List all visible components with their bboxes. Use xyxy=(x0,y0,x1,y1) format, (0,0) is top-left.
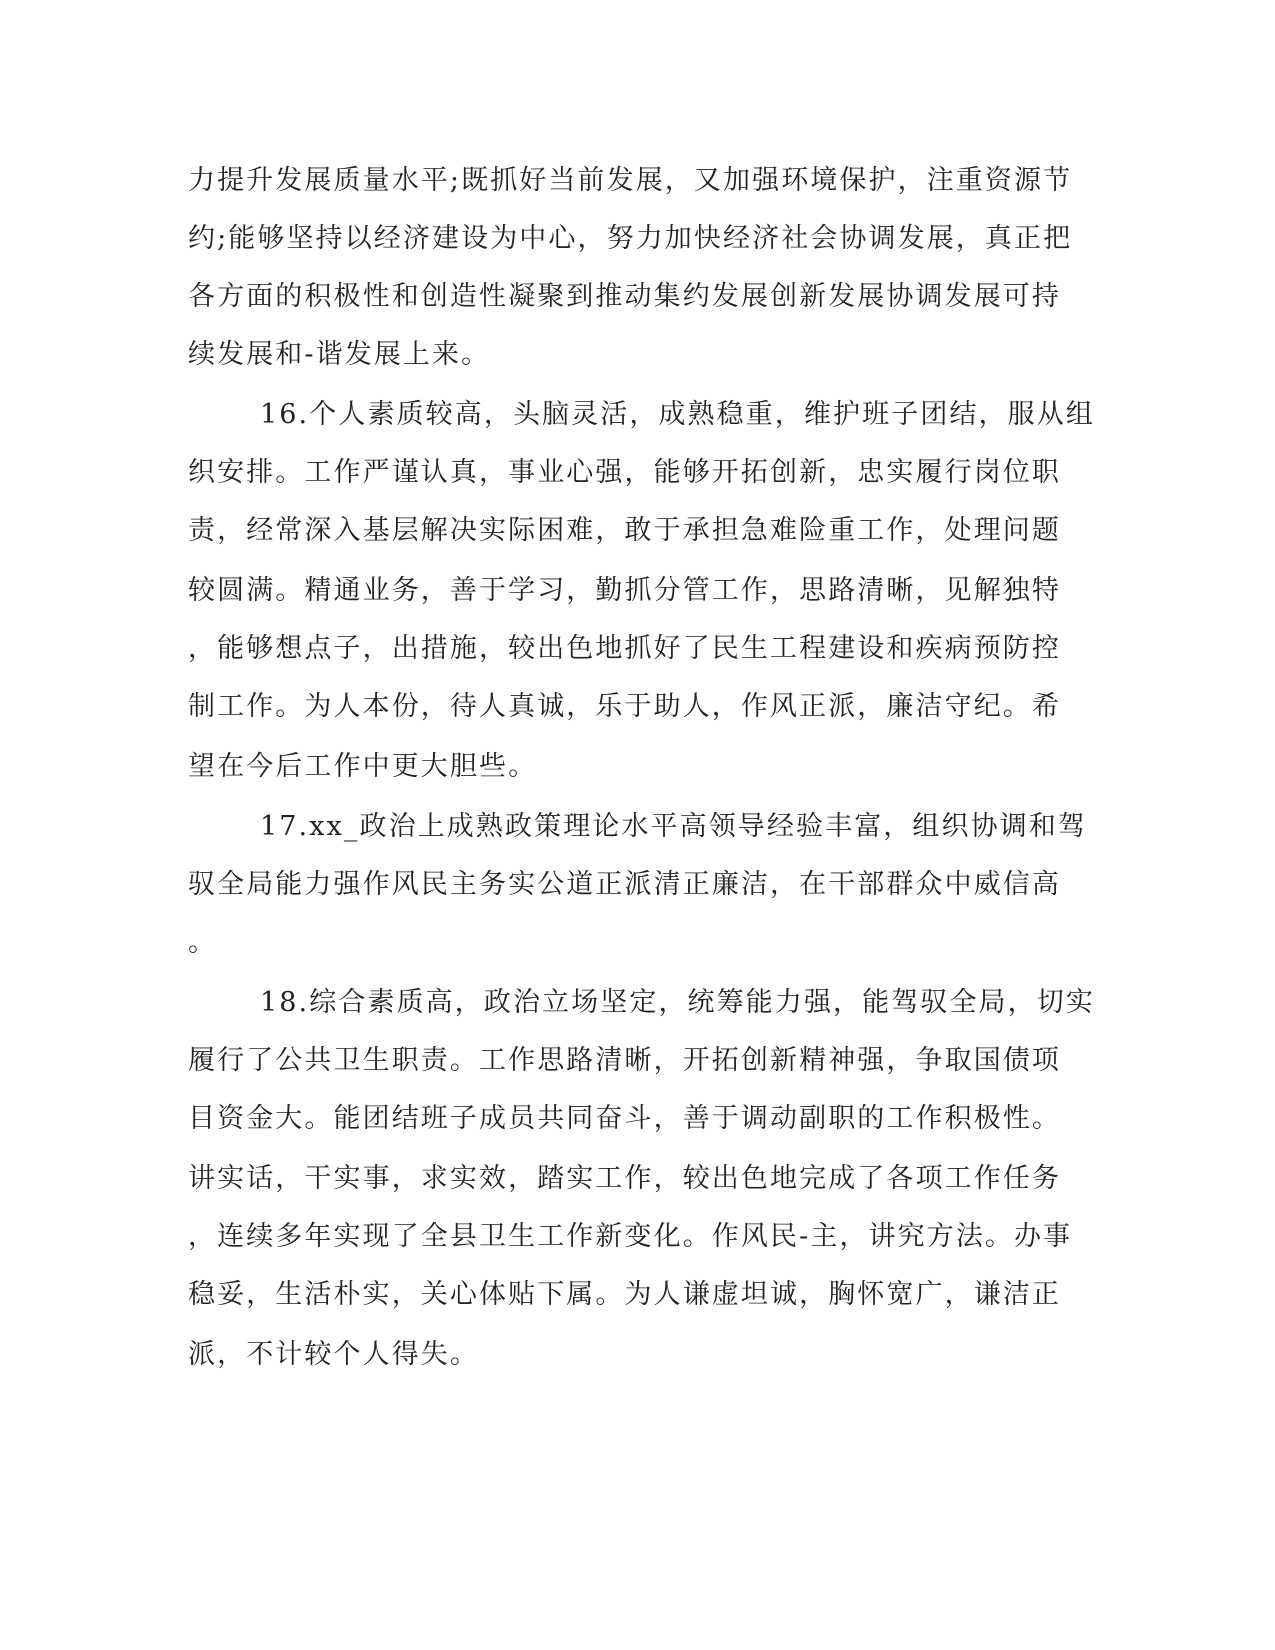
text-line: 续发展和-谐发展上来。 xyxy=(188,339,491,370)
text-line: 制工作。为人本份，待人真诚，乐于助人，作风正派，廉洁守纪。希 xyxy=(188,691,1061,722)
text-line: ，连续多年实现了全县卫生工作新变化。作风民-主，讲究方法。办事 xyxy=(188,1221,1073,1252)
text-line: 17.xx_政治上成熟政策理论水平高领导经验丰富，组织协调和驾 xyxy=(260,811,1087,842)
text-line: 较圆满。精通业务，善于学习，勤抓分管工作，思路清晰，见解独特 xyxy=(188,575,1061,606)
text-line: 织安排。工作严谨认真，事业心强，能够开拓创新，忠实履行岗位职 xyxy=(188,457,1061,488)
text-line: 各方面的积极性和创造性凝聚到推动集约发展创新发展协调发展可持 xyxy=(188,281,1061,312)
text-line: 驭全局能力强作风民主务实公道正派清正廉洁，在干部群众中威信高 xyxy=(188,869,1061,900)
text-line: ，能够想点子，出措施，较出色地抓好了民生工程建设和疾病预防控 xyxy=(188,633,1061,664)
text-line: 。 xyxy=(188,927,218,958)
text-line: 望在今后工作中更大胆些。 xyxy=(188,751,538,782)
text-line: 稳妥，生活朴实，关心体贴下属。为人谦虚坦诚，胸怀宽广，谦洁正 xyxy=(188,1279,1061,1310)
text-line: 力提升发展质量水平;既抓好当前发展，又加强环境保护，注重资源节 xyxy=(188,165,1073,196)
text-line: 18.综合素质高，政治立场坚定，统筹能力强，能驾驭全局，切实 xyxy=(260,987,1095,1018)
text-line: 派，不计较个人得失。 xyxy=(188,1339,479,1370)
text-line: 责，经常深入基层解决实际困难，敢于承担急难险重工作，处理问题 xyxy=(188,515,1061,546)
text-line: 16.个人素质较高，头脑灵活，成熟稳重，维护班子团结，服从组 xyxy=(260,399,1095,430)
text-line: 讲实话，干实事，求实效，踏实工作，较出色地完成了各项工作任务 xyxy=(188,1163,1061,1194)
text-line: 目资金大。能团结班子成员共同奋斗，善于调动副职的工作积极性。 xyxy=(188,1103,1061,1134)
text-line: 履行了公共卫生职责。工作思路清晰，开拓创新精神强，争取国债项 xyxy=(188,1045,1061,1076)
text-line: 约;能够坚持以经济建设为中心，努力加快经济社会协调发展，真正把 xyxy=(188,223,1073,254)
